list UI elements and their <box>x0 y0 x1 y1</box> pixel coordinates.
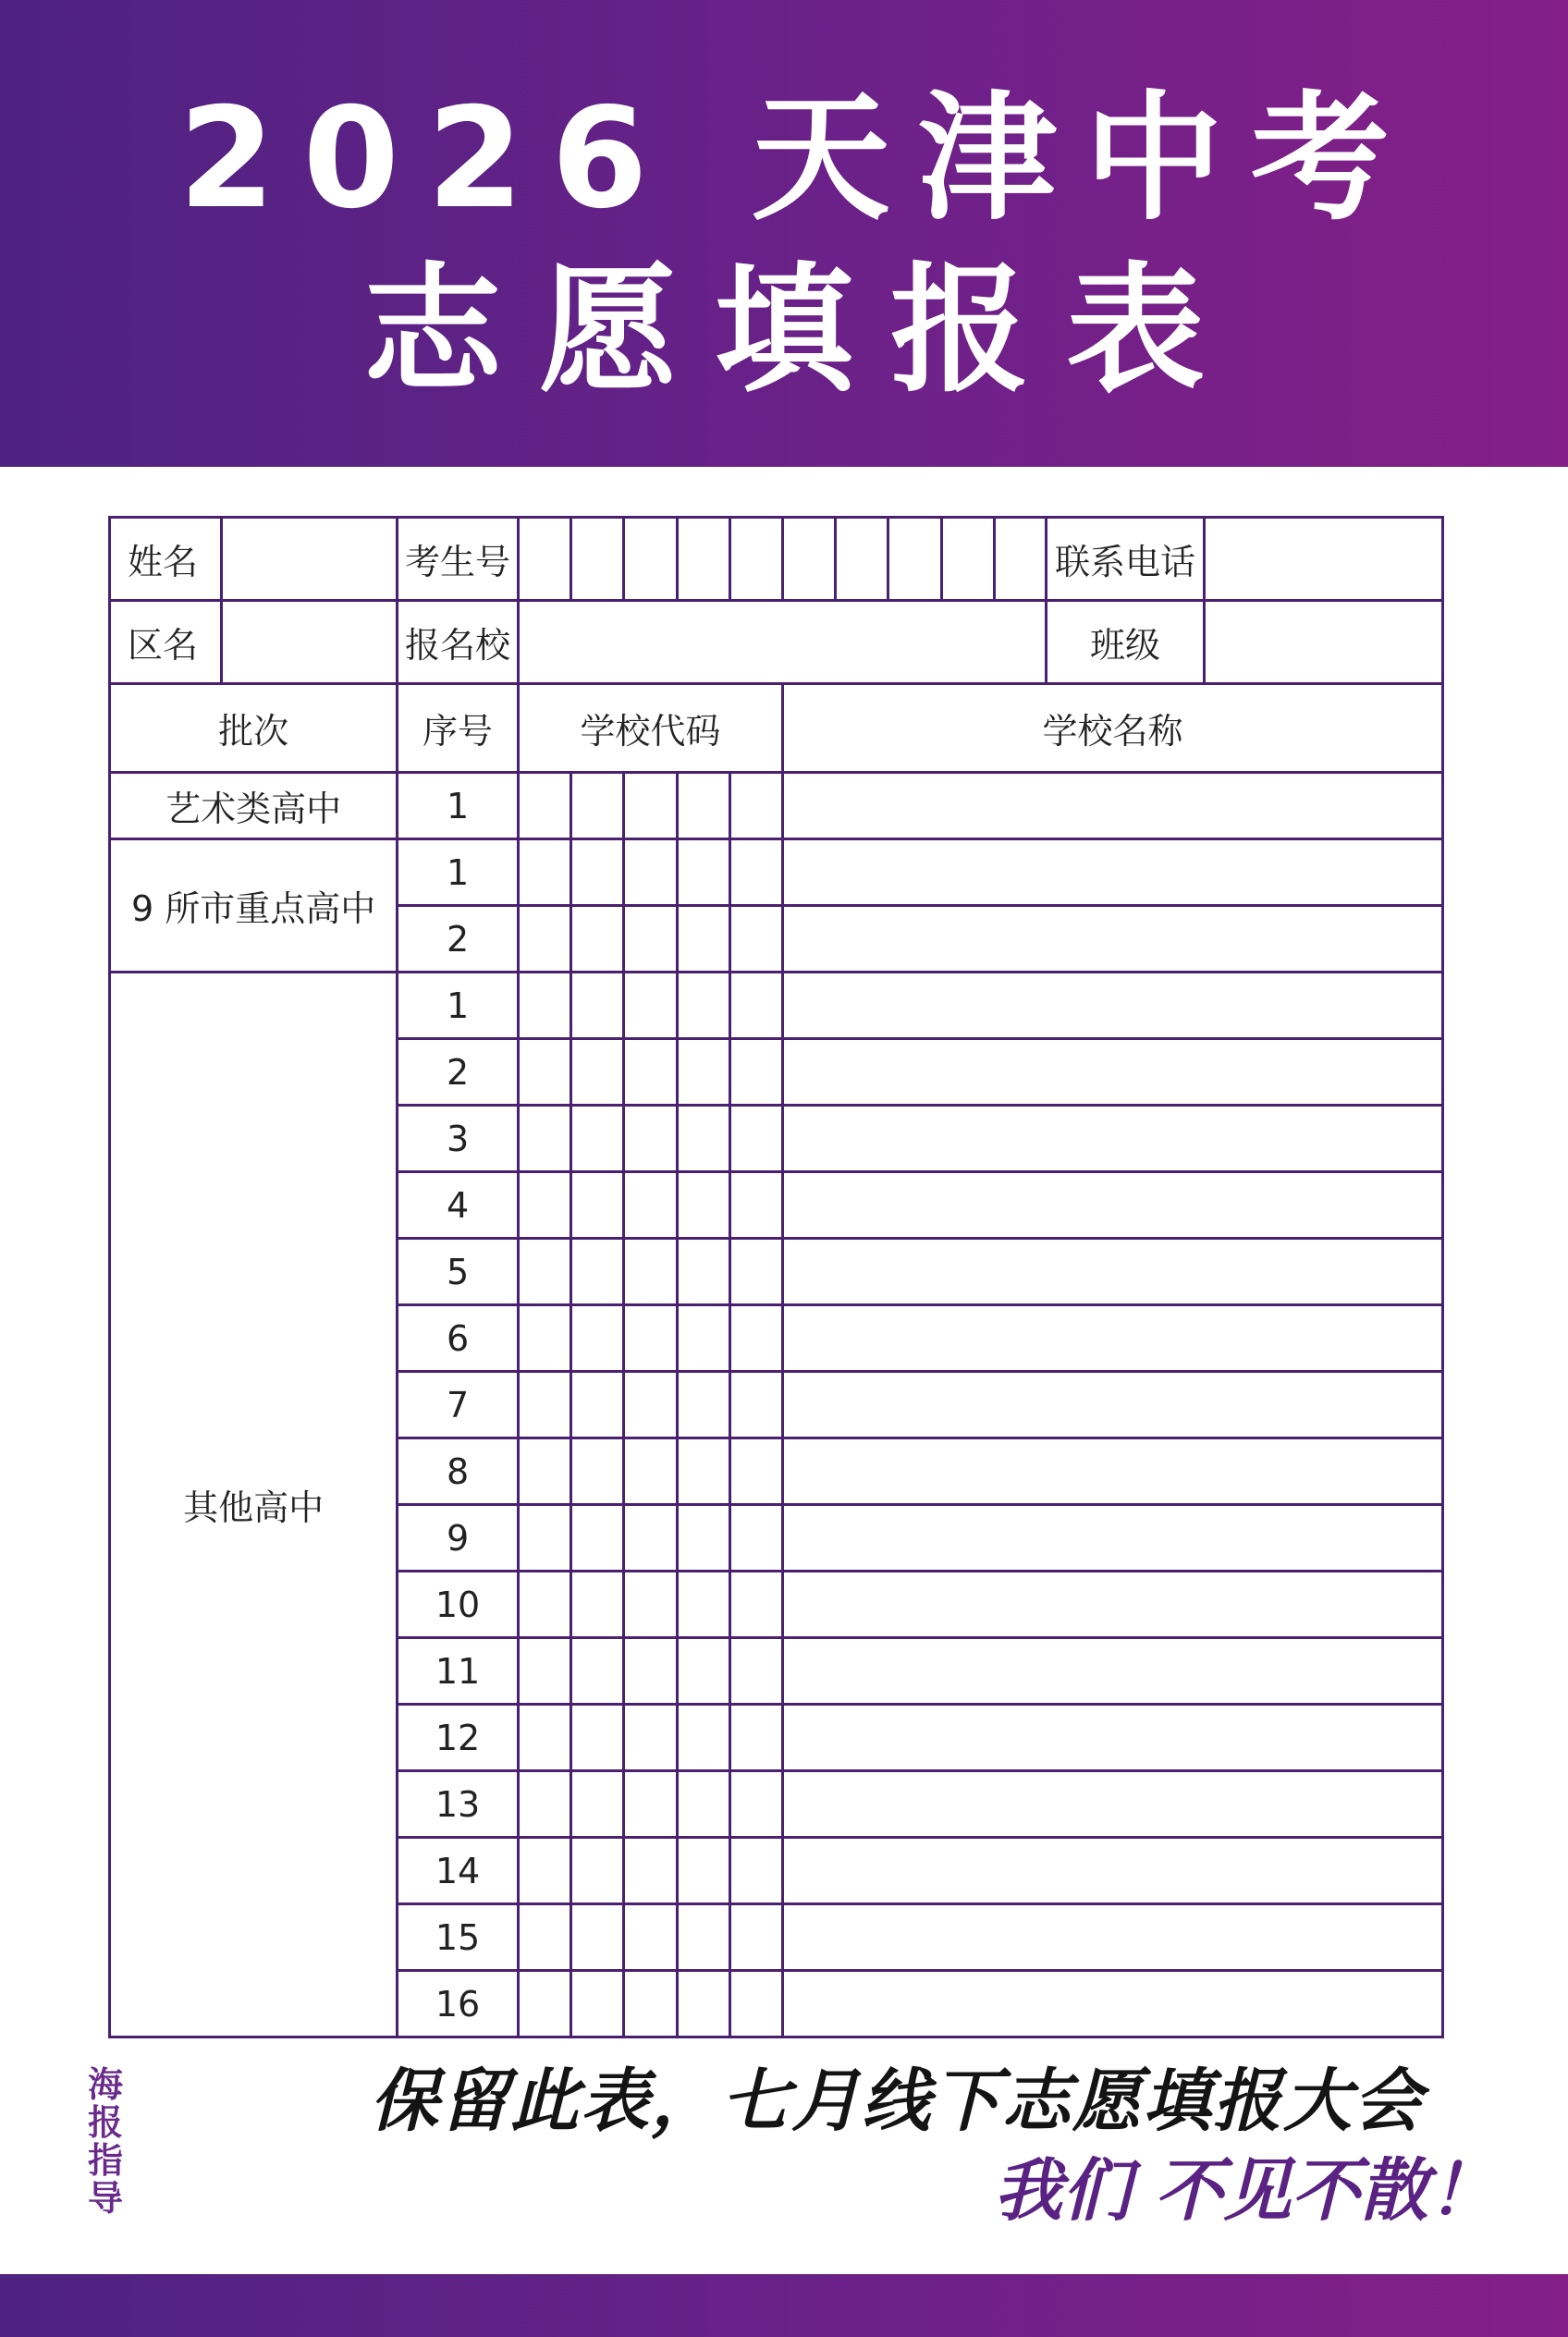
school-code-digit-box[interactable] <box>624 973 677 1039</box>
school-code-digit-box[interactable] <box>571 1438 624 1505</box>
school-name-cell[interactable] <box>782 1838 1442 1904</box>
school-code-digit-box[interactable] <box>729 1838 782 1904</box>
school-code-digit-box[interactable] <box>677 1904 729 1971</box>
school-code-digit-box[interactable] <box>518 973 570 1039</box>
school-name-cell[interactable] <box>782 1572 1442 1638</box>
school-code-digit-box[interactable] <box>729 1372 782 1438</box>
school-code-digit-box[interactable] <box>518 1172 570 1239</box>
side-label-char: 报 <box>87 2102 123 2143</box>
seq-number-cell: 11 <box>398 1638 519 1705</box>
school-code-digit-box[interactable] <box>624 1638 677 1705</box>
school-code-digit-box[interactable] <box>518 839 570 906</box>
exam-no-digit-box[interactable] <box>571 518 624 601</box>
choice-row <box>110 773 1443 839</box>
footer-bar <box>0 2274 1568 2337</box>
school-code-digit-box[interactable] <box>729 906 782 973</box>
school-code-digit-box[interactable] <box>729 1305 782 1372</box>
school-code-digit-box[interactable] <box>624 1039 677 1106</box>
name-field[interactable] <box>221 518 398 601</box>
school-code-digit-box[interactable] <box>624 1239 677 1305</box>
column-header-row <box>110 684 1443 773</box>
school-code-digit-box[interactable] <box>677 1572 729 1638</box>
school-code-digit-box[interactable] <box>624 906 677 973</box>
seq-number-cell: 1 <box>398 973 519 1039</box>
school-code-digit-box[interactable] <box>677 1771 729 1838</box>
school-code-digit-box[interactable] <box>729 1505 782 1572</box>
exam-no-digit-box[interactable] <box>888 518 941 601</box>
choice-row <box>110 973 1443 1039</box>
school-code-digit-box[interactable] <box>677 773 729 839</box>
school-name-cell[interactable] <box>782 839 1442 906</box>
class-field[interactable] <box>1204 601 1442 684</box>
seq-number-cell: 8 <box>398 1438 519 1505</box>
school-name-cell[interactable] <box>782 973 1442 1039</box>
school-code-digit-box[interactable] <box>677 1971 729 2037</box>
exam-no-digit-box[interactable] <box>729 518 782 601</box>
seq-header: 序号 <box>398 684 519 773</box>
school-code-digit-box[interactable] <box>729 1039 782 1106</box>
school-code-digit-box[interactable] <box>518 1239 570 1305</box>
batch-name-cell: 其他高中 <box>110 973 398 2037</box>
school-code-digit-box[interactable] <box>571 1305 624 1372</box>
school-code-digit-box[interactable] <box>518 1971 570 2037</box>
school-code-digit-box[interactable] <box>518 1438 570 1505</box>
side-label <box>81 2066 129 2218</box>
school-code-digit-box[interactable] <box>729 1705 782 1771</box>
info-row-2 <box>110 601 1443 684</box>
side-label-char: 导 <box>87 2178 123 2219</box>
seq-number-cell: 13 <box>398 1771 519 1838</box>
school-code-digit-box[interactable] <box>624 1771 677 1838</box>
school-label: 报名校 <box>398 601 519 684</box>
school-code-digit-box[interactable] <box>677 1305 729 1372</box>
school-code-digit-box[interactable] <box>677 973 729 1039</box>
school-code-digit-box[interactable] <box>729 1572 782 1638</box>
application-form-table <box>108 516 1444 2038</box>
school-code-digit-box[interactable] <box>677 1505 729 1572</box>
batch-name-cell: 艺术类高中 <box>110 773 398 839</box>
school-code-digit-box[interactable] <box>518 1904 570 1971</box>
class-label: 班级 <box>1047 601 1205 684</box>
exam-no-digit-box[interactable] <box>941 518 994 601</box>
school-code-digit-box[interactable] <box>571 1771 624 1838</box>
school-code-digit-box[interactable] <box>518 1106 570 1172</box>
school-code-digit-box[interactable] <box>571 973 624 1039</box>
school-code-digit-box[interactable] <box>624 1106 677 1172</box>
school-name-cell[interactable] <box>782 1106 1442 1172</box>
district-label: 区名 <box>110 601 222 684</box>
school-code-digit-box[interactable] <box>729 1771 782 1838</box>
seq-number-cell: 2 <box>398 1039 519 1106</box>
info-row-1 <box>110 518 1443 601</box>
school-code-digit-box[interactable] <box>571 1372 624 1438</box>
seq-number-cell: 1 <box>398 839 519 906</box>
side-label-char: 指 <box>87 2140 123 2181</box>
school-code-digit-box[interactable] <box>518 1305 570 1372</box>
seq-number-cell: 1 <box>398 773 519 839</box>
choice-row <box>110 839 1443 906</box>
school-name-cell[interactable] <box>782 906 1442 973</box>
phone-label: 联系电话 <box>1047 518 1205 601</box>
school-code-digit-box[interactable] <box>571 1705 624 1771</box>
school-code-digit-box[interactable] <box>571 1838 624 1904</box>
phone-field[interactable] <box>1204 518 1442 601</box>
school-name-cell[interactable] <box>782 1705 1442 1771</box>
seq-number-cell: 15 <box>398 1904 519 1971</box>
school-code-digit-box[interactable] <box>729 1172 782 1239</box>
school-code-digit-box[interactable] <box>571 1505 624 1572</box>
exam-no-digit-box[interactable] <box>782 518 835 601</box>
slogan-line2: 我们 不见不散！ <box>994 2151 1497 2231</box>
seq-number-cell: 14 <box>398 1838 519 1904</box>
school-code-digit-box[interactable] <box>571 773 624 839</box>
school-name-cell[interactable] <box>782 1305 1442 1372</box>
exam-no-digit-box[interactable] <box>994 518 1046 601</box>
batch-header: 批次 <box>110 684 398 773</box>
seq-number-cell: 16 <box>398 1971 519 2037</box>
school-code-digit-box[interactable] <box>624 773 677 839</box>
school-code-digit-box[interactable] <box>729 1438 782 1505</box>
school-code-digit-box[interactable] <box>677 1705 729 1771</box>
exam-no-digit-box[interactable] <box>677 518 729 601</box>
school-code-digit-box[interactable] <box>571 1638 624 1705</box>
school-code-digit-box[interactable] <box>624 1305 677 1372</box>
school-code-digit-box[interactable] <box>677 1239 729 1305</box>
page-title-line1: 2026 天津中考 <box>178 79 1417 239</box>
school-name-cell[interactable] <box>782 1372 1442 1438</box>
school-code-digit-box[interactable] <box>677 839 729 906</box>
exam-no-label: 考生号 <box>398 518 519 601</box>
school-code-digit-box[interactable] <box>518 1372 570 1438</box>
school-code-digit-box[interactable] <box>729 973 782 1039</box>
school-code-digit-box[interactable] <box>571 1572 624 1638</box>
school-code-digit-box[interactable] <box>624 1572 677 1638</box>
school-code-digit-box[interactable] <box>729 1239 782 1305</box>
school-code-digit-box[interactable] <box>518 1039 570 1106</box>
school-code-digit-box[interactable] <box>624 1372 677 1438</box>
school-code-digit-box[interactable] <box>571 1172 624 1239</box>
school-code-digit-box[interactable] <box>624 1971 677 2037</box>
school-name-cell[interactable] <box>782 773 1442 839</box>
school-code-digit-box[interactable] <box>677 1438 729 1505</box>
school-code-digit-box[interactable] <box>729 1971 782 2037</box>
page-title-line2: 志愿填报表 <box>362 251 1242 411</box>
school-code-digit-box[interactable] <box>624 1438 677 1505</box>
school-name-cell[interactable] <box>782 1172 1442 1239</box>
school-code-digit-box[interactable] <box>518 1705 570 1771</box>
school-name-header: 学校名称 <box>782 684 1442 773</box>
seq-number-cell: 3 <box>398 1106 519 1172</box>
school-code-digit-box[interactable] <box>518 1505 570 1572</box>
school-code-digit-box[interactable] <box>571 1239 624 1305</box>
school-code-digit-box[interactable] <box>518 1838 570 1904</box>
school-name-cell[interactable] <box>782 1039 1442 1106</box>
school-name-cell[interactable] <box>782 1438 1442 1505</box>
school-code-digit-box[interactable] <box>571 1904 624 1971</box>
school-field[interactable] <box>518 601 1046 684</box>
school-code-digit-box[interactable] <box>624 1705 677 1771</box>
school-code-digit-box[interactable] <box>677 1172 729 1239</box>
seq-number-cell: 7 <box>398 1372 519 1438</box>
school-name-cell[interactable] <box>782 1638 1442 1705</box>
school-code-digit-box[interactable] <box>677 1838 729 1904</box>
school-code-digit-box[interactable] <box>729 1106 782 1172</box>
school-name-cell[interactable] <box>782 1904 1442 1971</box>
seq-number-cell: 2 <box>398 906 519 973</box>
school-code-digit-box[interactable] <box>677 1372 729 1438</box>
school-code-header: 学校代码 <box>518 684 782 773</box>
seq-number-cell: 10 <box>398 1572 519 1638</box>
school-code-digit-box[interactable] <box>677 1039 729 1106</box>
seq-number-cell: 5 <box>398 1239 519 1305</box>
name-label: 姓名 <box>110 518 222 601</box>
exam-no-digit-box[interactable] <box>836 518 888 601</box>
school-code-digit-box[interactable] <box>677 906 729 973</box>
school-code-digit-box[interactable] <box>624 1838 677 1904</box>
seq-number-cell: 9 <box>398 1505 519 1572</box>
seq-number-cell: 12 <box>398 1705 519 1771</box>
school-name-cell[interactable] <box>782 1239 1442 1305</box>
school-code-digit-box[interactable] <box>729 1904 782 1971</box>
seq-number-cell: 6 <box>398 1305 519 1372</box>
school-code-digit-box[interactable] <box>624 1904 677 1971</box>
school-code-digit-box[interactable] <box>571 1106 624 1172</box>
school-name-cell[interactable] <box>782 1971 1442 2037</box>
district-field[interactable] <box>221 601 398 684</box>
school-code-digit-box[interactable] <box>624 1172 677 1239</box>
school-code-digit-box[interactable] <box>729 839 782 906</box>
school-code-digit-box[interactable] <box>571 1039 624 1106</box>
school-name-cell[interactable] <box>782 1505 1442 1572</box>
school-code-digit-box[interactable] <box>518 1572 570 1638</box>
exam-no-digit-box[interactable] <box>518 518 570 601</box>
school-name-cell[interactable] <box>782 1771 1442 1838</box>
school-code-digit-box[interactable] <box>518 1771 570 1838</box>
school-code-digit-box[interactable] <box>518 906 570 973</box>
school-code-digit-box[interactable] <box>677 1106 729 1172</box>
school-code-digit-box[interactable] <box>571 839 624 906</box>
school-code-digit-box[interactable] <box>729 1638 782 1705</box>
exam-no-digit-box[interactable] <box>624 518 677 601</box>
side-label-char: 海 <box>87 2064 123 2105</box>
school-code-digit-box[interactable] <box>677 1638 729 1705</box>
slogan-line1: 保留此表，七月线下志愿填报大会 <box>370 2062 1424 2141</box>
header-banner <box>0 0 1568 467</box>
school-code-digit-box[interactable] <box>518 773 570 839</box>
school-code-digit-box[interactable] <box>571 906 624 973</box>
school-code-digit-box[interactable] <box>729 773 782 839</box>
school-code-digit-box[interactable] <box>518 1638 570 1705</box>
school-code-digit-box[interactable] <box>624 839 677 906</box>
school-code-digit-box[interactable] <box>571 1971 624 2037</box>
batch-name-cell: 9 所市重点高中 <box>110 839 398 973</box>
school-code-digit-box[interactable] <box>624 1505 677 1572</box>
seq-number-cell: 4 <box>398 1172 519 1239</box>
